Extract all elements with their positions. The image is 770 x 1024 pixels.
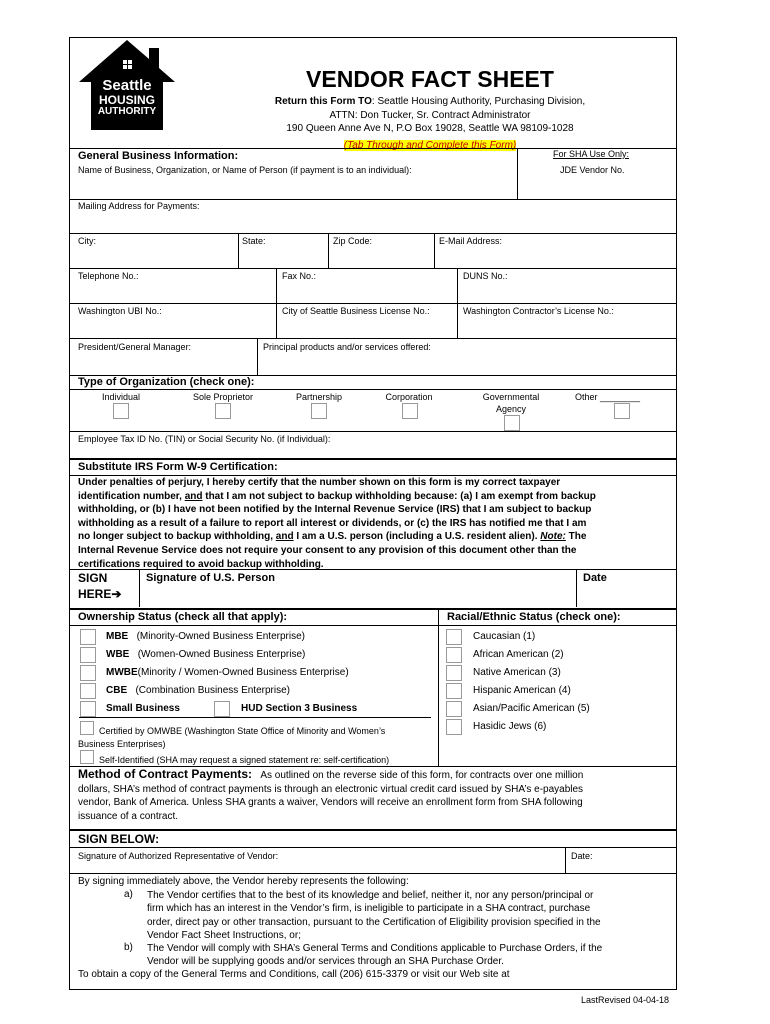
general-heading: General Business Information: [78,150,239,162]
divider [238,233,239,268]
contractor-license-field[interactable]: Washington Contractor’s License No.: [463,306,614,316]
state-field[interactable]: State: [242,236,266,246]
org-governmental-label: Governmental [482,392,540,402]
name-of-business-label[interactable]: Name of Business, Organization, or Name of Person (if payment is to an individual): [78,165,412,175]
divider [69,608,677,610]
org-other-checkbox[interactable] [614,403,630,419]
wbe-option: WBE (Women-Owned Business Enterprise) [106,649,306,660]
hispanic-american-label: Hispanic American (4) [473,685,571,696]
fax-field[interactable]: Fax No.: [282,271,317,281]
caucasian-checkbox[interactable] [446,629,462,645]
term-a-text [147,889,669,942]
divider [139,569,140,607]
authorized-signature-field[interactable]: Signature of Authorized Representative of Vendor: [78,851,279,861]
hispanic-american-checkbox[interactable] [446,683,462,699]
sign-below-heading: SIGN BELOW: [78,832,160,846]
divider [69,199,677,200]
terms-obtain-line: To obtain a copy of the General Terms and Conditions, call (206) 615-3379 or visit our Web site at [78,969,510,980]
org-other-label[interactable]: Other ________ [575,392,641,402]
return-rest: : Seattle Housing Authority, Purchasing Division, [371,96,586,107]
org-corporation-checkbox[interactable] [402,403,418,419]
hud-section3-label: HUD Section 3 Business [241,703,358,714]
tin-field[interactable]: Employee Tax ID No. (TIN) or Social Security No. (if Individual): [78,434,331,444]
org-partnership-checkbox[interactable] [311,403,327,419]
hud-section3-checkbox[interactable] [214,701,230,717]
payment-heading: Method of Contract Payments: [78,767,253,781]
return-to-line [200,96,660,107]
payment-paragraph [78,768,670,823]
divider [69,625,677,626]
w9-line-7: certifications required to avoid backup withholding. [78,558,324,570]
products-field[interactable]: Principal products and/or services offered: [263,342,431,352]
omwbe-checkbox[interactable] [80,721,94,735]
divider [69,338,677,339]
term-a-line-3: order, direct pay or other transaction, pursuant to the Certification of Eligibility provision specified in the [147,916,601,928]
us-person-signature-field[interactable]: Signature of U.S. Person [146,572,275,584]
org-type-heading: Type of Organization (check one): [78,376,255,388]
ownership-heading: Ownership Status (check all that apply): [78,611,288,623]
caucasian-label: Caucasian (1) [473,631,536,642]
w9-line-5: no longer subject to backup withholding, and I am a U.S. person (including a U.S. resident alien). Note: The [78,531,587,543]
divider [517,148,518,200]
sha-logo [77,38,177,134]
term-a-line-2: firm which has an interest in the Vendor’s firm, is ineligible to participate in a SHA contract, purchase [147,903,591,915]
ubi-field[interactable]: Washington UBI No.: [78,306,162,316]
mwbe-option: MWBE(Minority / Women-Owned Business Enterprise) [106,667,349,678]
org-sole-proprietor-label: Sole Proprietor [192,392,254,402]
hasidic-jews-label: Hasidic Jews (6) [473,721,547,732]
african-american-checkbox[interactable] [446,647,462,663]
mailing-address-field[interactable]: Mailing Address for Payments: [78,201,200,211]
page-title: VENDOR FACT SHEET [306,66,554,92]
small-business-label: Small Business [106,703,180,714]
asian-pacific-label: Asian/Pacific American (5) [473,703,590,714]
divider [276,268,277,303]
org-agency-label: Agency [495,404,527,414]
w9-line-3: withholding, or (b) I have not been notified by the Internal Revenue Service (IRS) that I am subject to backup [78,504,592,516]
email-field[interactable]: E-Mail Address: [439,236,503,246]
zip-code-field[interactable]: Zip Code: [333,236,373,246]
w9-heading: Substitute IRS Form W-9 Certification: [78,461,278,473]
org-individual-label: Individual [101,392,141,402]
term-b-label: b) [124,942,133,953]
divider [434,233,435,268]
divider [69,829,677,831]
omwbe-line-2: Business Enterprises) [78,739,166,749]
divider [69,431,677,432]
divider [69,268,677,269]
w9-text [78,476,668,571]
sha-use-only-label: For SHA Use Only: [553,149,630,159]
logo-line-3: AUTHORITY [97,106,157,117]
african-american-label: African American (2) [473,649,564,660]
divider [69,458,677,460]
divider [79,717,431,718]
divider [69,873,677,874]
divider [457,268,458,303]
org-partnership-label: Partnership [295,392,343,402]
term-a-line-4: Vendor Fact Sheet Instructions, or; [147,929,301,941]
payment-line-2: dollars, SHA’s method of contract payments is through an electronic virtual credit card issued by SHA’s e-payables [78,783,584,795]
org-individual-checkbox[interactable] [113,403,129,419]
address-line: 190 Queen Anne Ave N, P.O Box 19028, Seattle WA 98109-1028 [286,123,574,134]
divider [69,233,677,234]
logo-line-1: Seattle [102,77,152,94]
w9-date-field[interactable]: Date [583,572,607,584]
divider [69,389,677,390]
asian-pacific-checkbox[interactable] [446,701,462,717]
divider [257,338,258,375]
sign-date-field[interactable]: Date: [571,851,593,861]
self-identified-checkbox[interactable] [80,750,94,764]
wbe-checkbox[interactable] [80,647,96,663]
mbe-checkbox[interactable] [80,629,96,645]
term-b-text [147,942,669,969]
native-american-checkbox[interactable] [446,665,462,681]
last-revised: LastRevised 04-04-18 [581,995,670,1005]
divider [69,569,677,570]
hasidic-jews-checkbox[interactable] [446,719,462,735]
small-business-checkbox[interactable] [80,701,96,717]
divider [69,847,677,848]
divider [328,233,329,268]
duns-field[interactable]: DUNS No.: [463,271,508,281]
mwbe-checkbox[interactable] [80,665,96,681]
city-field[interactable]: City: [78,236,96,246]
tab-note: (Tab Through and Complete this Form) [343,140,517,151]
w9-line-4: withholding as a result of a failure to report all interest or dividends, or (c) the IRS has notified me that I am [78,517,587,529]
president-field[interactable]: President/General Manager: [78,342,192,352]
org-governmental-checkbox[interactable] [504,415,520,431]
cbe-option: CBE (Combination Business Enterprise) [106,685,290,696]
divider [457,303,458,338]
attn-line: ATTN: Don Tucker, Sr. Contract Administrator [329,110,531,121]
telephone-field[interactable]: Telephone No.: [78,271,139,281]
payment-line-4: issuance of a contract. [78,810,179,822]
term-b-line-1: The Vendor will comply with SHA’s General Terms and Conditions applicable to Purchase Orders, if the [147,943,603,954]
mbe-option: MBE (Minority-Owned Business Enterprise) [106,631,305,642]
here-label: HERE➔ [78,587,122,601]
sign-label: SIGN [78,571,108,585]
w9-line-2: identification number, and that I am not subject to backup withholding because: (a) I am exempt from backup [78,490,596,502]
term-a-label: a) [124,889,133,900]
term-b-line-2: Vendor will be supplying goods and/or services through an SHA Purchase Order. [147,956,504,968]
payment-line-3: vendor, Bank of America. Unless SHA grants a waiver, Vendors will receive an enrollment form from SHA following [78,797,583,808]
w9-line-6: Internal Revenue Service does not require your consent to any provision of this document other than the [78,544,577,556]
omwbe-line-1: Certified by OMWBE (Washington State Office of Minority and Women’s [99,726,386,736]
native-american-label: Native American (3) [473,667,561,678]
racial-heading: Racial/Ethnic Status (check one): [447,611,621,623]
divider [438,608,439,766]
return-label: Return this Form TO [274,96,372,107]
divider [69,303,677,304]
divider [565,847,566,873]
org-sole-proprietor-checkbox[interactable] [215,403,231,419]
cbe-checkbox[interactable] [80,683,96,699]
w9-line-1: Under penalties of perjury, I hereby certify that the number shown on this form is my correct taxpayer [78,477,561,488]
org-corporation-label: Corporation [385,392,433,402]
divider [276,303,277,338]
logo-line-2: HOUSING [98,93,155,107]
terms-intro: By signing immediately above, the Vendor hereby represents the following: [78,876,409,887]
term-a-line-1: The Vendor certifies that to the best of its knowledge and belief, neither it, nor any person/principal or [147,890,594,901]
jde-vendor-label: JDE Vendor No. [560,165,625,175]
payment-line-1: Method of Contract Payments: As outlined on the reverse side of this form, for contracts over one million [78,767,584,781]
divider [576,569,577,607]
self-identified-label: Self-Identified (SHA may request a signed statement re: self-certification) [99,755,390,765]
business-license-field[interactable]: City of Seattle Business License No.: [282,306,430,316]
